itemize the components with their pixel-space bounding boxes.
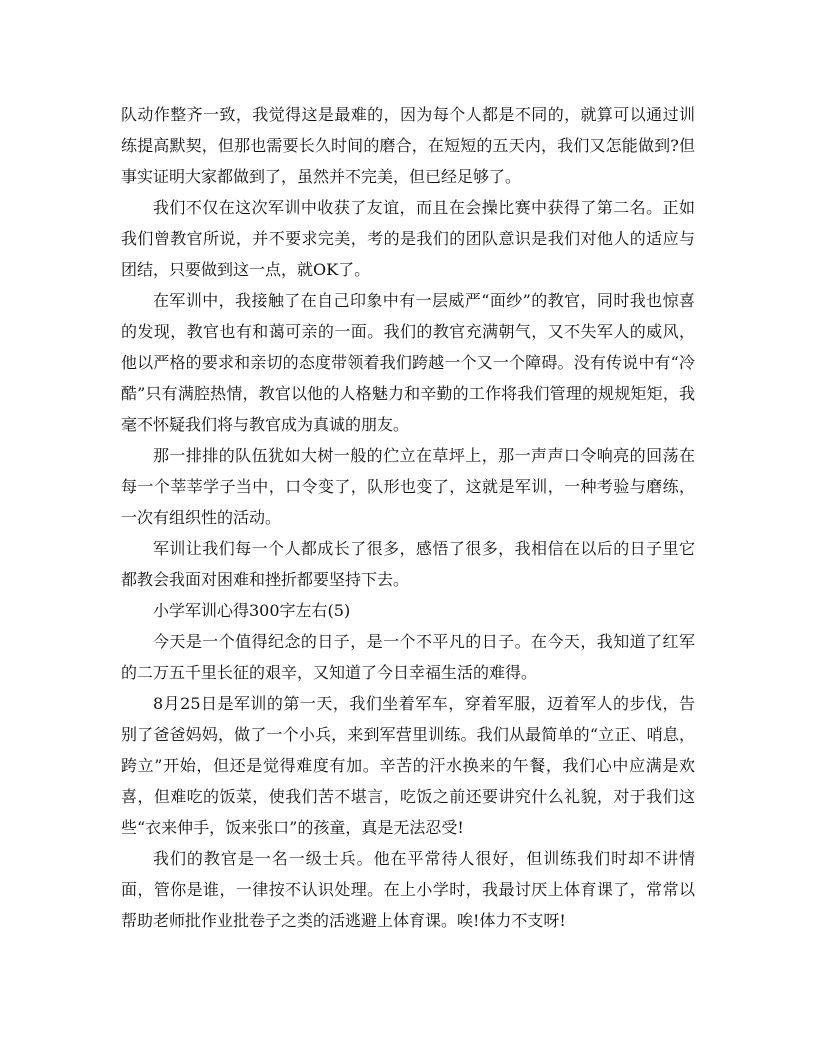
paragraph: 今天是一个值得纪念的日子，是一个不平凡的日子。在今天，我知道了红军的二万五千里长征的艰辛，又知道了今日幸福生活的难得。 [121, 632, 695, 682]
section-heading: 小学军训心得300字左右(5) [153, 601, 351, 620]
paragraph: 我们的教官是一名一级士兵。他在平常待人很好，但训练我们时却不讲情面，管你是谁，一律按不认识处理。在上小学时，我最讨厌上体育课了，常常以帮助老师批作业批卷子之类的活逃避上体育课。唉!体力不支呀! [121, 849, 695, 930]
paragraph: 军训让我们每一个人都成长了很多，感悟了很多，我相信在以后的日子里它都教会我面对困难和挫折都要坚持下去。 [121, 539, 695, 589]
paragraph: 在军训中，我接触了在自己印象中有一层威严“面纱”的教官，同时我也惊喜的发现，教官也有和蔼可亲的一面。我们的教官充满朝气，又不失军人的威风，他以严格的要求和亲切的态度带领着我们跨越一个又一个障碍。没有传说中有“冷酷”只有满腔热情，教官以他的人格魅力和辛勤的工作将我们管理的规规矩矩，我毫不怀疑我们将与教官成为真诚的朋友。 [121, 291, 695, 434]
paragraph: 队动作整齐一致，我觉得这是最难的，因为每个人都是不同的，就算可以通过训练提高默契，但那也需要长久时间的磨合，在短短的五天内，我们又怎能做到?但事实证明大家都做到了，虽然并不完美，但已经足够了。 [121, 105, 695, 186]
paragraph: 我们不仅在这次军训中收获了友谊，而且在会操比赛中获得了第二名。正如我们曾教官所说，并不要求完美，考的是我们的团队意识是我们对他人的适应与团结，只要做到这一点，就OK了。 [121, 198, 695, 279]
paragraph: 那一排排的队伍犹如大树一般的伫立在草坪上，那一声声口令响亮的回荡在每一个莘莘学子当中，口令变了，队形也变了，这就是军训，一种考验与磨练，一次有组织性的活动。 [121, 446, 695, 527]
document-body [121, 99, 695, 936]
paragraph: 8月25日是军训的第一天，我们坐着军车，穿着军服，迈着军人的步伐，告别了爸爸妈妈，做了一个小兵，来到军营里训练。我们从最简单的“立正、哨息，跨立”开始，但还是觉得难度有加。辛苦的汗水换来的午餐，我们心中应满是欢喜，但难吃的饭菜，使我们苦不堪言，吃饭之前还要讲究什么礼貌，对于我们这些“衣来伸手，饭来张口”的孩童，真是无法忍受! [121, 694, 695, 837]
